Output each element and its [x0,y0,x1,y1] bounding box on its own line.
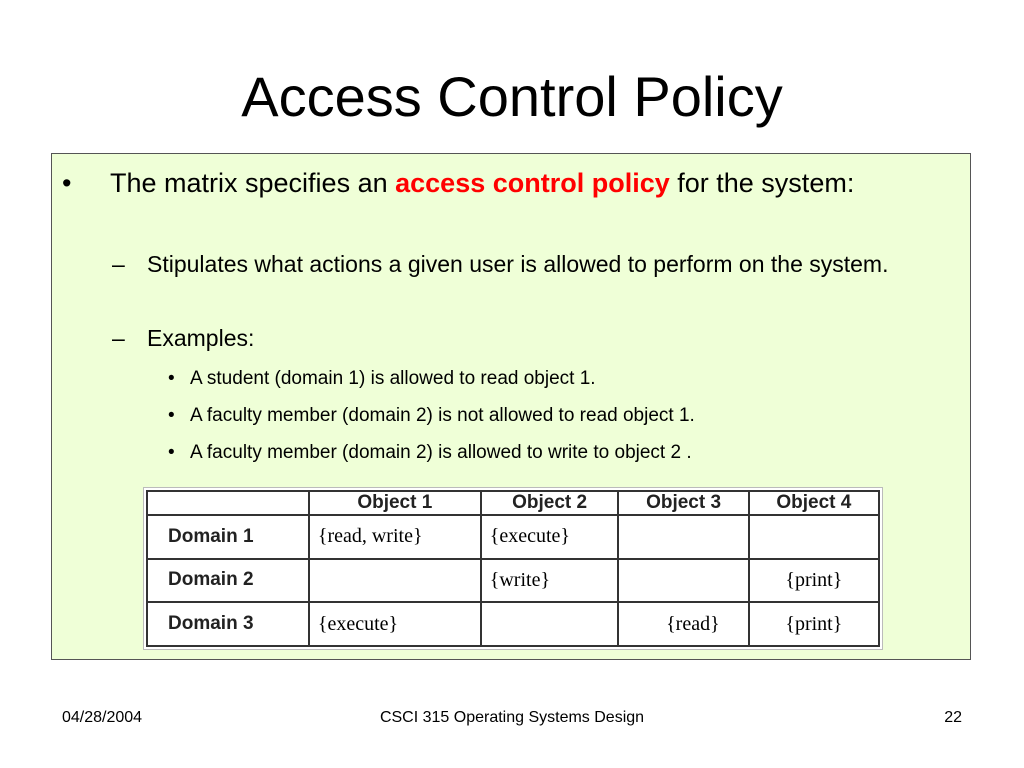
matrix-cell [618,515,748,559]
matrix-cell [618,559,748,603]
example-item [168,366,948,392]
matrix-cell: {print} [749,602,879,646]
matrix-cell: {execute} [309,602,481,646]
row-header: Domain 2 [147,559,309,603]
sub-bullet-stipulates [112,249,962,280]
example-text: A faculty member (domain 2) is allowed to write to object 2 . [190,442,692,463]
example-text: A faculty member (domain 2) is not allowed to read object 1. [190,405,695,426]
matrix-cell: {read, write} [309,515,481,559]
matrix-cell: {execute} [481,515,619,559]
column-header: Object 1 [309,491,481,515]
footer-course: CSCI 315 Operating Systems Design [379,709,645,726]
matrix-cell: {read} [618,602,748,646]
slide-title: Access Control Policy [241,65,783,128]
matrix-cell [481,602,619,646]
bullet-dash: – [112,325,125,351]
bullet-dash: – [112,251,125,277]
bullet-dot: • [168,368,175,389]
bullet-dot: • [168,405,175,426]
matrix-cell: {print} [749,559,879,603]
example-item [168,440,948,466]
matrix-row [147,515,879,559]
main-bullet-text [110,166,854,200]
main-bullet-prefix: The matrix specifies an [110,168,388,198]
row-header: Domain 3 [147,602,309,646]
matrix-header-row [147,491,879,515]
bullet-dot: • [62,168,72,198]
matrix-cell [749,515,879,559]
footer-date: 04/28/2004 [62,709,143,726]
bullet-dot: • [168,442,175,463]
example-text: A student (domain 1) is allowed to read object 1. [190,368,596,389]
row-header: Domain 1 [147,515,309,559]
matrix-row [147,559,879,603]
example-item [168,403,948,429]
main-bullet-emphasis: access control policy [395,168,670,198]
sub-bullet-text: Stipulates what actions a given user is allowed to perform on the system. [147,251,889,277]
column-header: Object 2 [481,491,619,515]
content-box [51,153,971,660]
main-bullet [62,166,962,200]
matrix-cell [309,559,481,603]
column-header: Object 4 [749,491,879,515]
sub-bullet-examples [112,323,962,354]
main-bullet-suffix: for the system: [677,168,855,198]
footer-page-number: 22 [944,709,962,726]
matrix-row [147,602,879,646]
column-header: Object 3 [618,491,748,515]
access-matrix-image [143,487,883,650]
sub-bullet-text: Examples: [147,325,255,351]
access-matrix-table [146,490,880,647]
matrix-corner-cell [147,491,309,515]
matrix-cell: {write} [481,559,619,603]
